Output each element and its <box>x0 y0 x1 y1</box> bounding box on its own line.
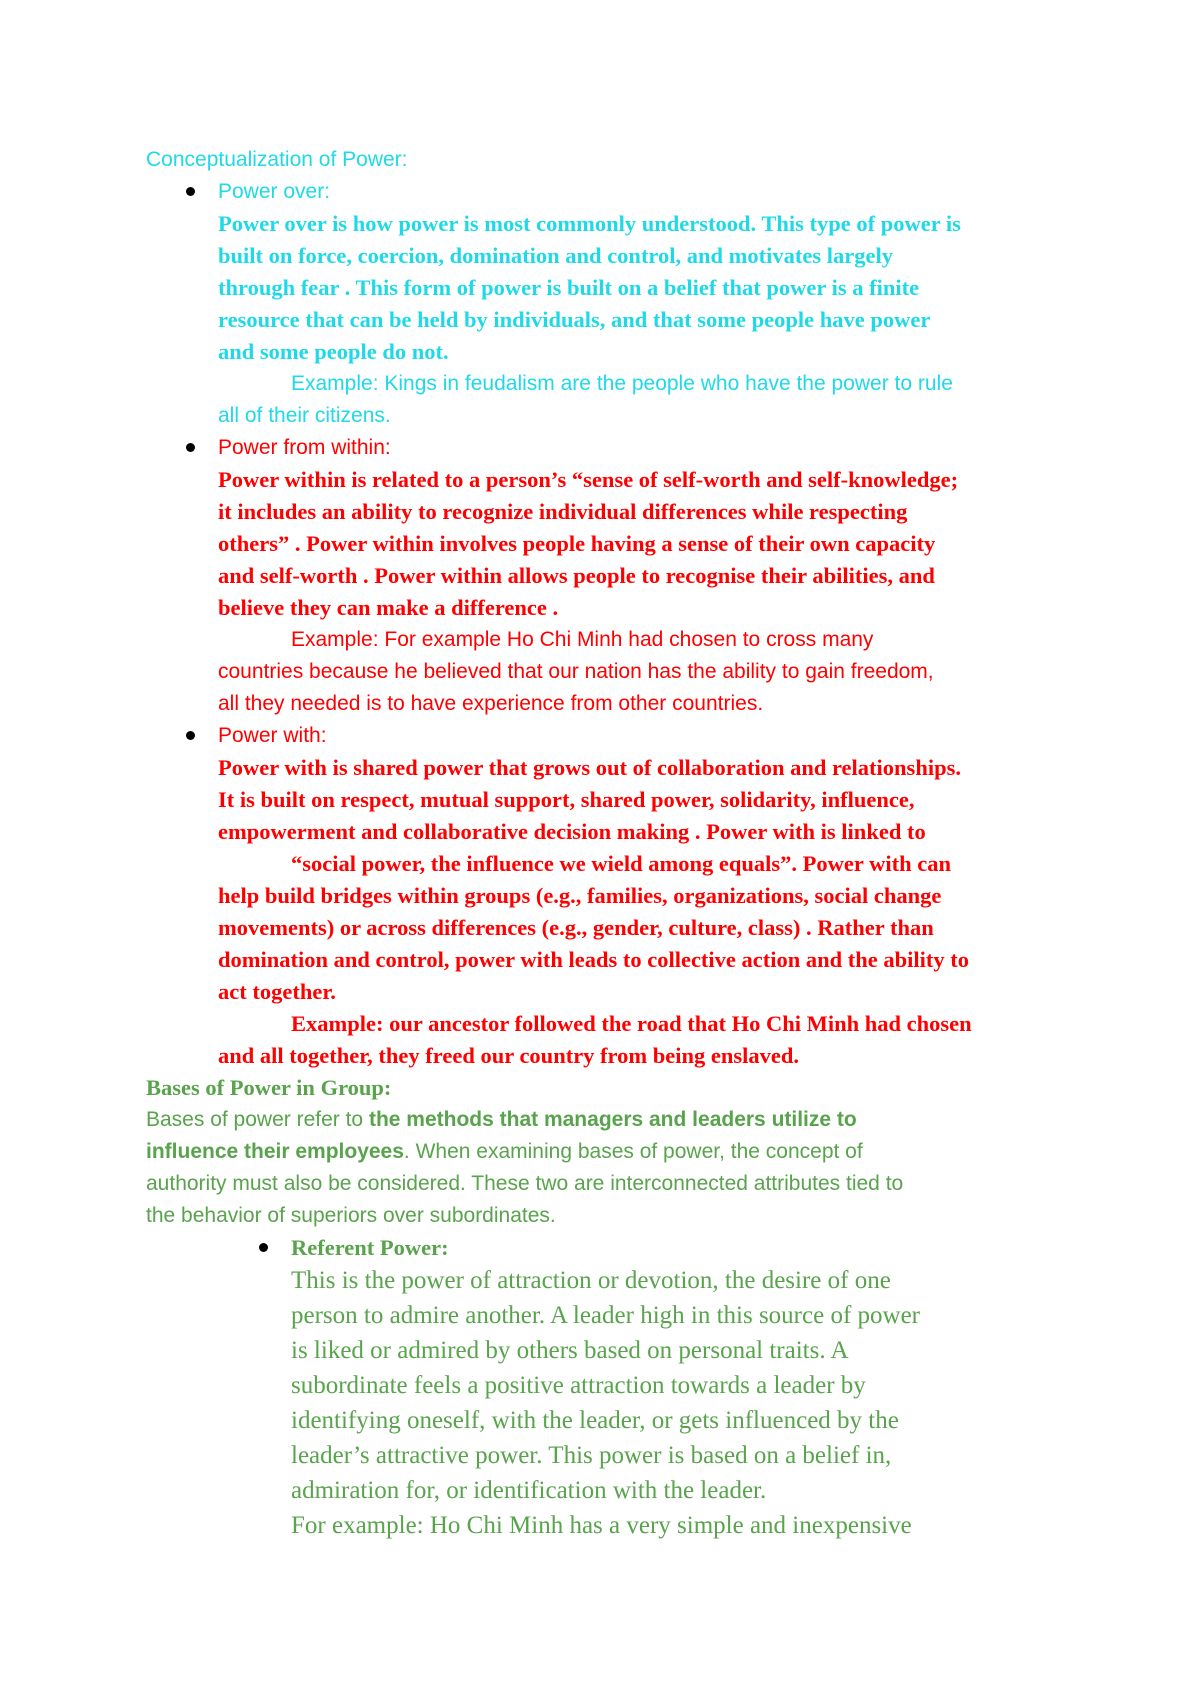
power-within-example-line: Example: For example Ho Chi Minh had chosen to cross many <box>291 628 874 651</box>
power-within-title: Power from within: <box>218 436 391 459</box>
referent-power-title: Referent Power: <box>291 1235 449 1260</box>
power-over-example-line: all of their citizens. <box>218 404 391 427</box>
power-with-body-line: act together. <box>218 979 336 1004</box>
power-with-title: Power with: <box>218 724 327 747</box>
bases-intro-text: . When examining bases of power, the concept of <box>403 1140 863 1163</box>
bases-intro-emphasis: the methods that managers and leaders utilize to <box>368 1108 857 1131</box>
power-over-body-line: and some people do not. <box>218 339 449 364</box>
power-over-body-line: through fear . This form of power is built on a belief that power is a finite <box>218 275 920 300</box>
referent-body-line: person to admire another. A leader high in this source of power <box>291 1302 921 1329</box>
power-over-body-line: resource that can be held by individuals, and that some people have power <box>218 307 931 332</box>
power-within-body-line: it includes an ability to recognize individual differences while respecting <box>218 499 908 524</box>
referent-body-line: subordinate feels a positive attraction towards a leader by <box>291 1372 866 1399</box>
power-over-title: Power over: <box>218 180 331 203</box>
power-with-body-line: “social power, the influence we wield among equals”. Power with can <box>291 851 951 876</box>
power-over-body-line: built on force, coercion, domination and control, and motivates largely <box>218 243 893 268</box>
power-with-body-line: help build bridges within groups (e.g., families, organizations, social change <box>218 883 942 908</box>
power-within-body-line: and self-worth . Power within allows people to recognise their abilities, and <box>218 563 935 588</box>
bullet-icon <box>186 443 195 452</box>
bullet-icon <box>186 187 195 196</box>
bases-intro-emphasis: influence their employees <box>146 1140 404 1163</box>
power-with-body-line: Power with is shared power that grows out of collaboration and relationships. <box>218 755 961 780</box>
power-within-example-line: countries because he believed that our nation has the ability to gain freedom, <box>218 660 934 683</box>
power-within-body-line: Power within is related to a person’s “sense of self-worth and self-knowledge; <box>218 467 959 492</box>
heading-bases-of-power: Bases of Power in Group: <box>146 1075 392 1100</box>
bullet-icon <box>186 731 195 740</box>
bases-intro-line-3: authority must also be considered. These two are interconnected attributes tied to <box>146 1172 904 1195</box>
referent-body-line: This is the power of attraction or devotion, the desire of one <box>291 1267 891 1294</box>
bases-intro-line-1 <box>146 1104 857 1136</box>
referent-body-line: leader’s attractive power. This power is based on a belief in, <box>291 1442 892 1469</box>
bullet-icon <box>259 1243 268 1252</box>
power-over-example-line: Example: Kings in feudalism are the people who have the power to rule <box>291 372 953 395</box>
bases-intro-line-4: the behavior of superiors over subordinates. <box>146 1204 556 1227</box>
bases-intro-text: Bases of power refer to <box>146 1108 369 1131</box>
heading-conceptualization: Conceptualization of Power: <box>146 148 408 171</box>
referent-body-line: admiration for, or identification with the leader. <box>291 1477 767 1504</box>
referent-body-line: For example: Ho Chi Minh has a very simple and inexpensive <box>291 1512 912 1539</box>
power-within-body-line: others” . Power within involves people having a sense of their own capacity <box>218 531 936 556</box>
power-with-body-line: movements) or across differences (e.g., gender, culture, class) . Rather than <box>218 915 934 940</box>
power-with-example-line: and all together, they freed our country from being enslaved. <box>218 1043 800 1068</box>
power-within-example-line: all they needed is to have experience from other countries. <box>218 692 764 715</box>
power-with-body-line: empowerment and collaborative decision making . Power with is linked to <box>218 819 926 844</box>
power-with-body-line: domination and control, power with leads to collective action and the ability to <box>218 947 970 972</box>
referent-body-line: is liked or admired by others based on personal traits. A <box>291 1337 849 1364</box>
power-with-example-line: Example: our ancestor followed the road that Ho Chi Minh had chosen <box>291 1011 972 1036</box>
power-with-body-line: It is built on respect, mutual support, shared power, solidarity, influence, <box>218 787 915 812</box>
power-over-body-line: Power over is how power is most commonly understood. This type of power is <box>218 211 961 236</box>
power-within-body-line: believe they can make a difference . <box>218 595 559 620</box>
referent-body-line: identifying oneself, with the leader, or gets influenced by the <box>291 1407 899 1434</box>
bases-intro-line-2 <box>146 1136 863 1168</box>
